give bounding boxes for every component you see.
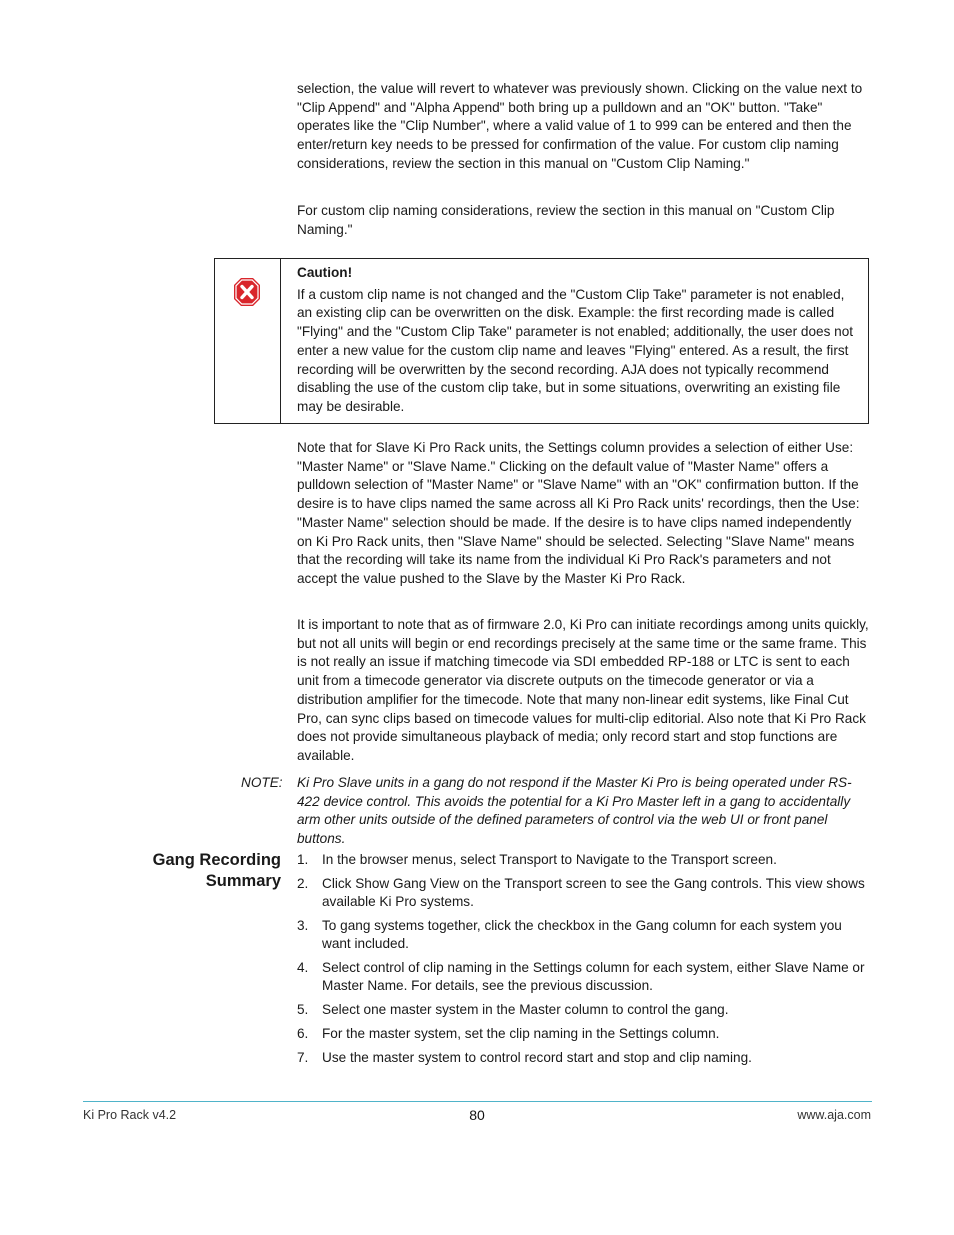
steps-list [297, 851, 869, 1073]
step-item [297, 1001, 869, 1019]
footer-rule [83, 1101, 872, 1102]
stop-x-icon [233, 277, 261, 307]
step-number: 2. [297, 876, 309, 891]
section-heading-line-2: Summary [205, 872, 281, 890]
step-item [297, 1049, 869, 1067]
step-item [297, 875, 869, 911]
step-item [297, 851, 869, 869]
caution-box [214, 258, 869, 424]
section-heading-line-1: Gang Recording [152, 851, 281, 869]
step-text: Use the master system to control record start and stop and clip naming. [322, 1050, 752, 1065]
step-text: For the master system, set the clip naming in the Settings column. [322, 1026, 720, 1041]
page-number: 80 [469, 1107, 485, 1123]
footer-product-version: Ki Pro Rack v4.2 [83, 1108, 177, 1122]
note-label: NOTE: [241, 775, 283, 790]
step-item [297, 959, 869, 995]
body-paragraph-4: It is important to note that as of firmware 2.0, Ki Pro can initiate recordings among units quickly, but not all units will begin or end recordings precisely at the same time or the same frame. This is not really an issue if matching timecode via SDI embedded RP-188 or LTC is sent to each unit from a timecode generator via discrete outputs on the timecode generator or via a distribution amplifier for the timecode. Note that many non-linear edit systems, like Final Cut Pro, can sync clips based on timecode values for multi-clip editorial. Also note that Ki Pro Rack does not provide simultaneous playback of media; only record start and stop functions are available. [297, 617, 869, 763]
note-text: Ki Pro Slave units in a gang do not respond if the Master Ki Pro is being operated under RS-422 device control. This avoids the potential for a Ki Pro Master left in a gang to accidentally arm other units outside of the defined parameters of control via the web UI or front panel buttons. [297, 775, 852, 847]
body-paragraph-2: For custom clip naming considerations, review the section in this manual on "Custom Clip Naming." [297, 203, 835, 237]
body-paragraph-3: Note that for Slave Ki Pro Rack units, the Settings column provides a selection of either Use: "Master Name" or "Slave Name." Clicking on the default value of "Master Name" offers a pulldown selection of "Master Name" or "Slave Name" with an "OK" confirmation button. If the desire is to have clips named the same across all Ki Pro Rack units' recordings, then the Use: "Master Name" selection should be made. If the desire is to have clips named independently on Ki Pro Rack units, then "Slave Name" should be selected. Selecting "Slave Name" means that the recording will take its name from the individual Ki Pro Rack's parameters and not accept the value pushed to the Slave by the Master Ki Pro Rack. [297, 440, 860, 586]
step-text: To gang systems together, click the checkbox in the Gang column for each system you want included. [322, 918, 842, 951]
caution-content [297, 264, 862, 417]
step-number: 7. [297, 1050, 309, 1065]
section-heading [120, 850, 281, 892]
caution-title: Caution! [297, 265, 353, 280]
step-number: 1. [297, 852, 309, 867]
caution-divider [280, 259, 281, 423]
step-text: Select one master system in the Master column to control the gang. [322, 1002, 729, 1017]
caution-text: If a custom clip name is not changed and the "Custom Clip Take" parameter is not enabled, an existing clip can be overwritten on the disk. Example: the first recording made is called "Flying" and the "Custom Clip Take" parameter is not enabled; additionally, the user does not enter a new value for the custom clip name and leaves "Flying" entered. As a result, the first recording will be overwritten by the second recording. AJA does not typically recommend disabling the use of the custom clip take, but in some situations, overwriting an existing file may be desirable. [297, 286, 854, 414]
step-number: 4. [297, 960, 309, 975]
step-number: 6. [297, 1026, 309, 1041]
body-paragraph-1: selection, the value will revert to whatever was previously shown. Clicking on the value next to "Clip Append" and "Alpha Append" both bring up a pulldown and an "OK" button. "Take" operates like the "Clip Number", where a valid value of 1 to 999 can be entered and then the enter/return key needs to be pressed for confirmation of the value. For custom clip naming considerations, review the section in this manual on "Custom Clip Naming." [297, 81, 863, 171]
step-item [297, 1025, 869, 1043]
step-text: Click Show Gang View on the Transport screen to see the Gang controls. This view shows available Ki Pro systems. [322, 876, 865, 909]
step-number: 5. [297, 1002, 309, 1017]
step-text: Select control of clip naming in the Settings column for each system, either Slave Name or Master Name. For details, see the previous discussion. [322, 960, 865, 993]
step-item [297, 917, 869, 953]
step-text: In the browser menus, select Transport to Navigate to the Transport screen. [322, 852, 777, 867]
footer-website: www.aja.com [797, 1108, 871, 1122]
step-number: 3. [297, 918, 309, 933]
